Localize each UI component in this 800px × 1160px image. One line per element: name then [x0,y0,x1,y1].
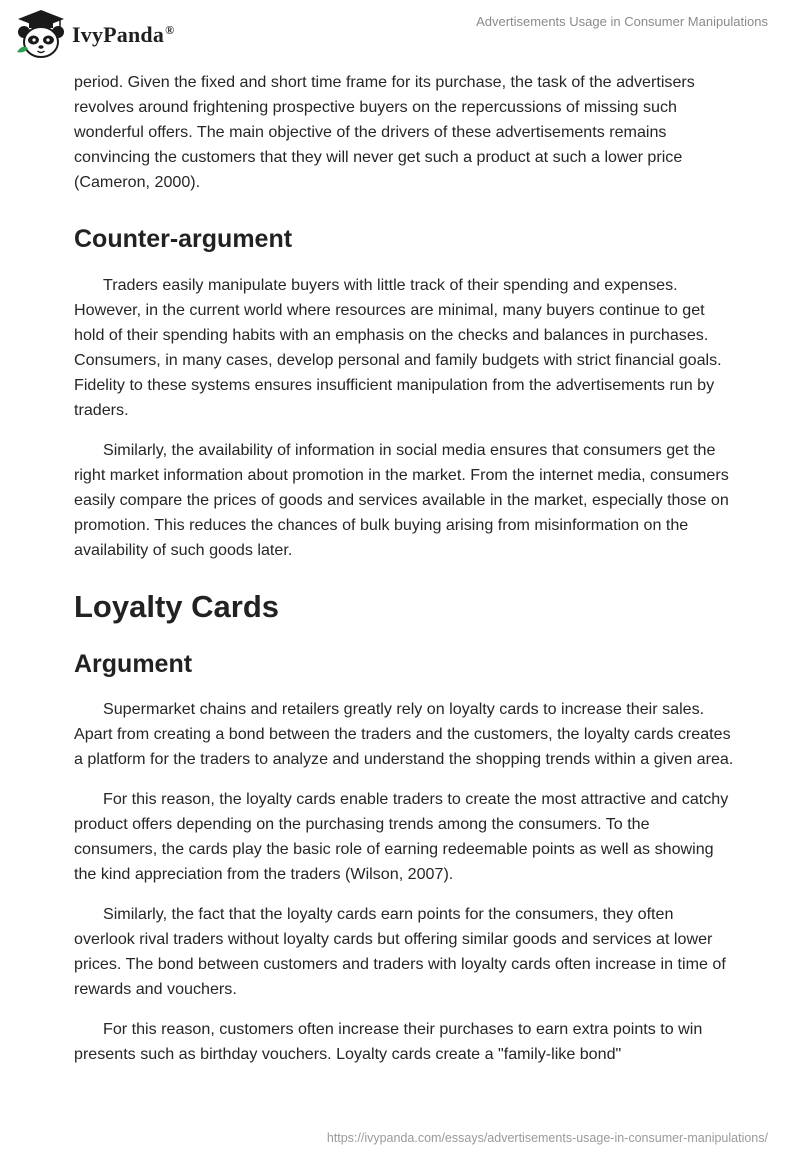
argument-paragraph-4: For this reason, customers often increase their purchases to earn extra points to win presents such as birthday vouchers. Loyalty cards create a "family-like bond" [74,1020,703,1063]
brand-name: IvyPanda® [72,22,175,47]
counter-paragraph-2: Similarly, the availability of information in social media ensures that consumers get the right market information about promotion in the market. From the internet media, consumers easily compare the prices of goods and services available in the market, especially those on promotion. This reduces the chances of bulk buying arising from misinformation on the availability of such goods later. [74,441,729,559]
counter-paragraph-1: Traders easily manipulate buyers with little track of their spending and expenses. However, in the current world where resources are minimal, many buyers continue to get hold of their spending habits with an emphasis on the checks and balances in purchases. Consumers, in many cases, develop personal and family budgets with strict financial goals. Fidelity to these systems ensures insufficient manipulation from the advertisements run by traders. [74,276,722,419]
argument-paragraph-1: Supermarket chains and retailers greatly rely on loyalty cards to increase their sales. Apart from creating a bond between the traders and the customers, the loyalty cards creates a platform for the traders to analyze and understand the shopping trends within a given area. [74,700,734,768]
registered-mark: ® [165,22,175,37]
document-title: Advertisements Usage in Consumer Manipulations [476,14,768,29]
counter-argument-heading: Counter-argument [74,225,293,253]
essay-body [74,70,734,1067]
argument-heading: Argument [74,650,193,678]
page-header [0,0,800,70]
loyalty-cards-heading: Loyalty Cards [74,589,280,624]
brand-logo[interactable] [14,8,174,60]
intro-paragraph: period. Given the fixed and short time frame for its purchase, the task of the advertisers revolves around frightening prospective buyers on the repercussions of missing such wonderful offers. The main objective of the drivers of these advertisements remains convincing the customers that they will never get such a product at such a lower price (Cameron, 2000). [74,73,695,191]
panda-graduation-cap-icon [14,8,68,60]
argument-paragraph-2: For this reason, the loyalty cards enable traders to create the most attractive and catchy product offers depending on the purchasing trends among the consumers. To the consumers, the cards play the basic role of earning redeemable points as well as showing the kind appreciation from the traders (Wilson, 2007). [74,790,729,883]
argument-paragraph-3: Similarly, the fact that the loyalty cards earn points for the consumers, they often overlook rival traders without loyalty cards but offering similar goods and services at lower prices. The bond between customers and traders with loyalty cards often increase in time of rewards and vouchers. [74,905,726,998]
source-url[interactable]: https://ivypanda.com/essays/advertisements-usage-in-consumer-manipulations/ [326,1131,768,1145]
